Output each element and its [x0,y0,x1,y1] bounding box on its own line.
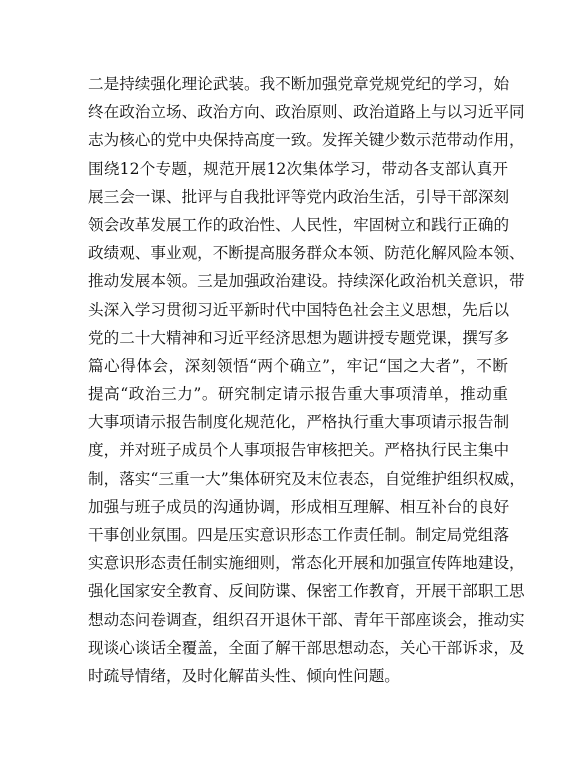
text-line: 度，并对班子成员个人事项报告审核把关。严格执行民主集中 [88,441,510,460]
text-line: 二是持续强化理论武装。我不断加强党章党规党纪的学习，始 [88,75,510,93]
text-line: 现谈心谈话全覆盖，全面了解干部思想动态，关心干部诉求，及 [88,638,525,657]
text-line: 时疏导情绪，及时化解苗头性、倾向性问题。 [88,666,400,685]
text-line: 围绕12个专题，规范开展12次集体学习，带动各支部认真开 [88,159,508,178]
document-body [88,70,525,690]
text-line: 强化国家安全教育、反间防谍、保密工作教育，开展干部职工思 [88,582,525,601]
text-line: 终在政治立场、政治方向、政治原则、政治道路上与以习近平同 [88,103,525,122]
text-line: 加强与班子成员的沟通协调，形成相互理解、相互补台的良好 [88,497,510,516]
text-line: 志为核心的党中央保持高度一致。发挥关键少数示范带动作用， [88,131,525,150]
text-line: 篇心得体会，深刻领悟“两个确立”，牢记“国之大者”，不断 [88,356,508,375]
text-line: 头深入学习贯彻习近平新时代中国特色社会主义思想，先后以 [88,300,510,319]
text-line: 党的二十大精神和习近平经济思想为题讲授专题党课，撰写多 [88,328,510,347]
text-line: 制，落实“三重一大”集体研究及末位表态，自觉维护组织权威， [88,469,525,488]
text-line: 推动发展本领。三是加强政治建设。持续深化政治机关意识，带 [88,272,525,291]
text-line: 干事创业氛围。四是压实意识形态工作责任制。制定局党组落 [88,526,510,544]
text-line: 领会改革发展工作的政治性、人民性，牢固树立和践行正确的 [88,215,510,234]
text-line: 提高“政治三力”。研究制定请示报告重大事项清单，推动重 [88,385,508,404]
text-line: 实意识形态责任制实施细则，常态化开展和加强宣传阵地建设， [88,554,525,573]
text-line: 政绩观、事业观，不断提高服务群众本领、防范化解风险本领、 [88,244,525,263]
text-line: 大事项请示报告制度化规范化，严格执行重大事项请示报告制 [88,413,510,432]
text-line: 展三会一课、批评与自我批评等党内政治生活，引导干部深刻 [88,187,510,206]
text-line: 想动态问卷调查，组织召开退休干部、青年干部座谈会，推动实 [88,610,525,629]
